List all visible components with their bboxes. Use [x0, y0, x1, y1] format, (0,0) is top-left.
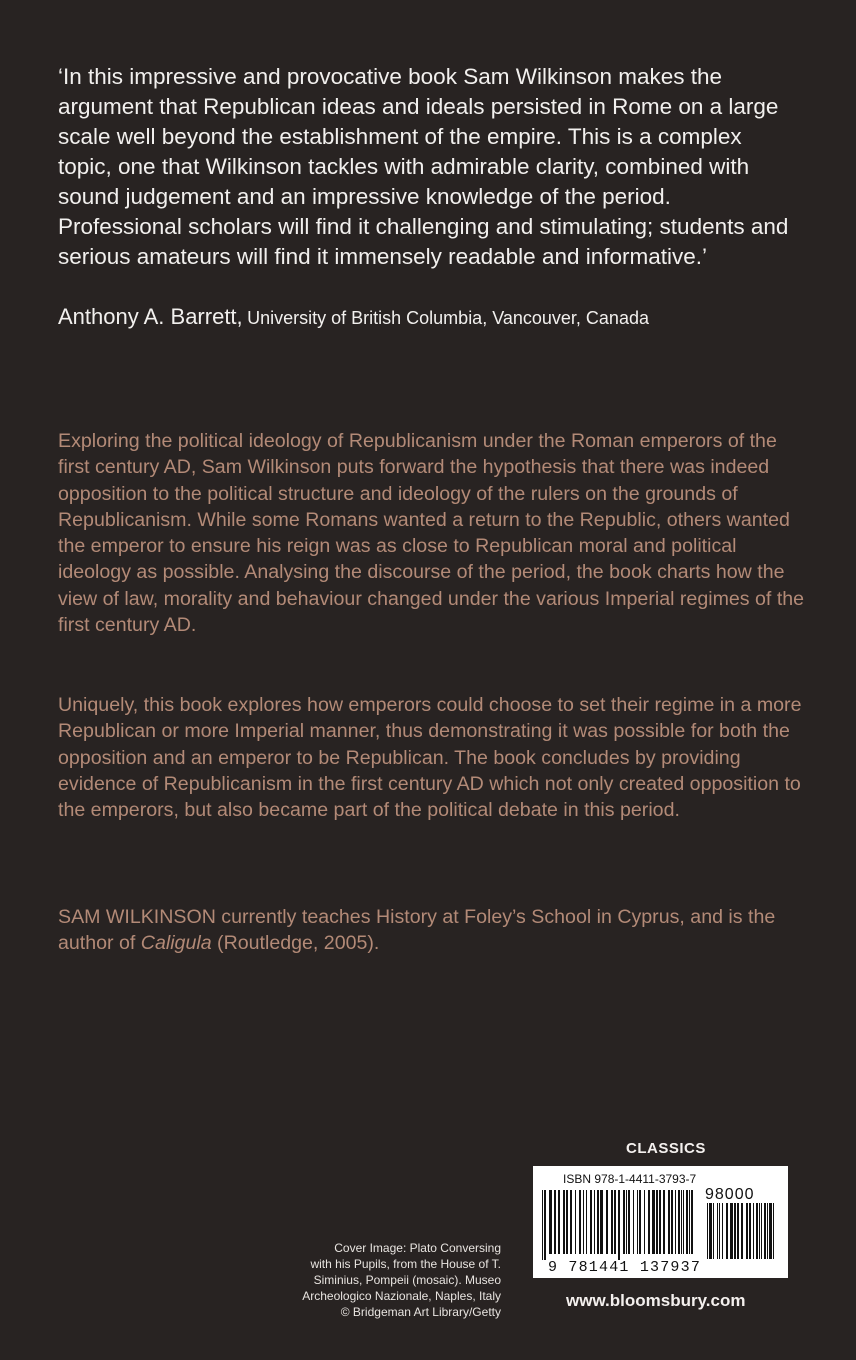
description-paragraph-1: Exploring the political ideology of Republicanism under the Roman emperors of the first century AD, Sam Wilkinson puts forward the hypothesis that there was indeed opposition to the political structure and ideology of the rulers on the grounds of Republicanism. While some Romans wanted a return to the Republic, others wanted the emperor to ensure his reign was as close to Republican moral and political ideology as possible. Analysing the discourse of the period, the book charts how the view of law, morality and behaviour changed under the various Imperial regimes of the first century AD.: [58, 430, 805, 637]
barcode-bar: [659, 1190, 661, 1254]
isbn-number: ISBN 978-1-4411-3793-7: [563, 1172, 697, 1186]
barcode-bar: [594, 1190, 595, 1254]
description-paragraph-2: Uniquely, this book explores how emperors could choose to set their regime in a more Republican or more Imperial manner, thus demonstrating it was possible for both the opposition and an emperor to be Republican. The book concludes by providing evidence of Republicanism in the first century AD which not only created opposition to the emperors, but also became part of the political debate in this period.: [58, 694, 802, 822]
barcode-bar: [575, 1190, 576, 1254]
barcode-bar: [734, 1203, 736, 1259]
barcode-bar: [663, 1190, 665, 1254]
barcode-bar: [689, 1190, 690, 1254]
barcode-bar: [570, 1190, 572, 1254]
barcode-bar: [626, 1190, 627, 1254]
barcode-bar: [709, 1203, 712, 1259]
barcode-bar: [746, 1203, 748, 1259]
price-code: 98000: [705, 1186, 755, 1203]
barcode-bar: [675, 1190, 676, 1254]
barcode-bar: [759, 1203, 760, 1259]
barcode-bar: [597, 1190, 599, 1254]
endorser-name: Anthony A. Barrett,: [58, 304, 243, 329]
barcode-bar: [639, 1190, 641, 1254]
barcode-digits: 9 781441 137937: [548, 1259, 702, 1276]
barcode-bar: [554, 1190, 556, 1254]
barcode-bar: [623, 1190, 625, 1254]
barcode-bar: [761, 1203, 762, 1259]
credit-line: Archeologico Nazionale, Naples, Italy: [302, 1289, 501, 1303]
publisher-website: www.bloomsbury.com: [566, 1291, 746, 1310]
barcode-bar: [683, 1190, 684, 1254]
barcode-bar: [590, 1190, 592, 1254]
endorsement-quote: ‘In this impressive and provocative book Sam Wilkinson makes the argument that Republican ideas and ideals persisted in Rome on a large scale well beyond the establishment of the empire. This is a complex topic, one that Wilkinson tackles with admirable clarity, combined with sound judgement and an impressive knowledge of the period. Professional scholars will find it challenging and stimulating; students and serious amateurs will find it immensely readable and informative.’: [58, 64, 789, 269]
endorser-affiliation: University of British Columbia, Vancouver, Canada: [247, 308, 649, 328]
barcode-bar: [633, 1190, 634, 1254]
barcode-bar: [713, 1203, 714, 1259]
author-previous-book-title: Caligula: [140, 932, 212, 955]
barcode-bar: [691, 1190, 693, 1254]
barcode-bar: [681, 1190, 682, 1254]
barcode-bar: [558, 1190, 560, 1254]
cover-image-credit: [302, 1240, 501, 1320]
barcode-bar: [563, 1190, 565, 1254]
credit-line: Cover Image: Plato Conversing: [334, 1241, 501, 1255]
barcode-bar: [583, 1190, 584, 1254]
barcode-bar: [628, 1190, 630, 1254]
barcode-bar: [730, 1203, 733, 1259]
barcode-bar: [637, 1190, 638, 1254]
barcode-bar: [707, 1203, 708, 1259]
barcode-bar: [668, 1190, 670, 1254]
barcode-bar: [549, 1190, 552, 1254]
barcode-bar: [652, 1190, 655, 1254]
barcode-bar: [749, 1203, 751, 1259]
barcode-bar: [614, 1190, 616, 1254]
barcode-bar: [753, 1203, 754, 1259]
barcode-bar: [769, 1203, 772, 1259]
price-barcode: [705, 1203, 785, 1273]
category-label: CLASSICS: [626, 1140, 706, 1157]
barcode-bar: [611, 1190, 613, 1254]
barcode-bar: [756, 1203, 758, 1259]
author-bio-publisher: (Routledge, 2005).: [211, 932, 380, 955]
credit-line: © Bridgeman Art Library/Getty: [340, 1305, 501, 1319]
barcode-bar: [717, 1203, 718, 1259]
barcode-bar: [648, 1190, 650, 1254]
barcode-bar: [656, 1190, 658, 1254]
barcode-bar: [737, 1203, 739, 1259]
barcode-bar: [686, 1190, 688, 1254]
author-bio-text: SAM WILKINSON currently teaches History at Foley’s School in Cyprus, and is the author of: [58, 906, 776, 955]
barcode-bar: [726, 1203, 728, 1259]
barcode-bar: [741, 1203, 743, 1259]
barcode-bar: [722, 1203, 723, 1259]
barcode-bar: [644, 1190, 645, 1254]
barcode-bar: [678, 1190, 680, 1254]
author-bio: [58, 904, 808, 957]
barcode-bar: [618, 1190, 620, 1260]
barcode-bar: [600, 1190, 603, 1254]
barcode-bar: [606, 1190, 608, 1254]
endorsement-attribution: [58, 304, 818, 330]
barcode-bar: [719, 1203, 720, 1259]
barcode-bar: [671, 1190, 673, 1254]
barcode-bar: [542, 1190, 543, 1260]
barcode-bar: [544, 1190, 546, 1260]
credit-line: with his Pupils, from the House of T.: [310, 1257, 501, 1271]
credit-line: Siminius, Pompeii (mosaic). Museo: [313, 1273, 501, 1287]
barcode-bar: [586, 1190, 587, 1254]
barcode-bar: [764, 1203, 766, 1259]
barcode-bar: [566, 1190, 568, 1254]
isbn-barcode: [540, 1190, 700, 1260]
barcode-bar: [773, 1203, 774, 1259]
barcode-bar: [579, 1190, 581, 1254]
barcode-bar: [767, 1203, 768, 1259]
